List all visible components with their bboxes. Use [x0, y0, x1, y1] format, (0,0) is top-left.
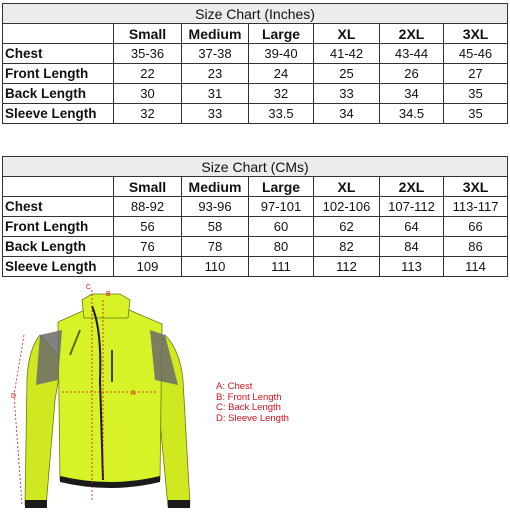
- measurement-legend: [216, 382, 289, 424]
- table-cell: 113-117: [444, 197, 508, 217]
- table-row: [3, 237, 508, 257]
- table-row: [3, 44, 508, 64]
- table-cell: 39-40: [249, 44, 314, 64]
- column-header: Small: [114, 177, 182, 197]
- table-cell: 37-38: [182, 44, 249, 64]
- legend-item-sleeve-length: D: Sleeve Length: [216, 412, 289, 424]
- table-row: [3, 257, 508, 277]
- column-header: XL: [314, 24, 380, 44]
- column-header: [3, 177, 114, 197]
- table-cell: 24: [249, 64, 314, 84]
- column-header: Large: [249, 24, 314, 44]
- table-cell: 23: [182, 64, 249, 84]
- table-cell: 109: [114, 257, 182, 277]
- row-label: Chest: [3, 44, 114, 64]
- marker-c: C: [86, 284, 92, 291]
- table-cell: 41-42: [314, 44, 380, 64]
- table-cell: 27: [444, 64, 508, 84]
- row-label: Front Length: [3, 64, 114, 84]
- column-header: Small: [114, 24, 182, 44]
- table-cell: 76: [114, 237, 182, 257]
- table-cell: 113: [380, 257, 444, 277]
- table-cell: 84: [380, 237, 444, 257]
- table-cell: 82: [314, 237, 380, 257]
- table-cell: 107-112: [380, 197, 444, 217]
- row-label: Front Length: [3, 217, 114, 237]
- column-header: XL: [314, 177, 380, 197]
- table-cell: 33: [182, 104, 249, 124]
- column-header: 3XL: [444, 24, 508, 44]
- table-cell: 32: [114, 104, 182, 124]
- table-cell: 34: [380, 84, 444, 104]
- table-cell: 25: [314, 64, 380, 84]
- table-cell: 56: [114, 217, 182, 237]
- column-header: Large: [249, 177, 314, 197]
- row-label: Sleeve Length: [3, 104, 114, 124]
- column-header: [3, 24, 114, 44]
- sleeve-length-guide: [14, 335, 24, 505]
- table-row: [3, 64, 508, 84]
- row-label: Sleeve Length: [3, 257, 114, 277]
- row-label: Chest: [3, 197, 114, 217]
- jacket-illustration: [25, 294, 190, 508]
- marker-b: B: [106, 291, 111, 298]
- table-cell: 45-46: [444, 44, 508, 64]
- table-cell: 88-92: [114, 197, 182, 217]
- header-row: [3, 177, 508, 197]
- table-cell: 110: [182, 257, 249, 277]
- marker-a: A: [131, 390, 136, 397]
- table-cell: 34: [314, 104, 380, 124]
- table-cell: 58: [182, 217, 249, 237]
- header-row: [3, 24, 508, 44]
- table-cell: 62: [314, 217, 380, 237]
- table-cell: 97-101: [249, 197, 314, 217]
- table-row: [3, 104, 508, 124]
- column-header: Medium: [182, 24, 249, 44]
- table-cell: 93-96: [182, 197, 249, 217]
- table-title: Size Chart (CMs): [3, 157, 508, 177]
- column-header: 2XL: [380, 177, 444, 197]
- table-cell: 26: [380, 64, 444, 84]
- table-cell: 34.5: [380, 104, 444, 124]
- table-cell: 22: [114, 64, 182, 84]
- table-row: [3, 84, 508, 104]
- table-row: [3, 197, 508, 217]
- table-cell: 86: [444, 237, 508, 257]
- table-cell: 31: [182, 84, 249, 104]
- row-label: Back Length: [3, 237, 114, 257]
- table-cell: 66: [444, 217, 508, 237]
- table-cell: 78: [182, 237, 249, 257]
- table-cell: 30: [114, 84, 182, 104]
- column-header: Medium: [182, 177, 249, 197]
- size-chart-inches-table: [2, 3, 508, 124]
- table-cell: 80: [249, 237, 314, 257]
- table-cell: 43-44: [380, 44, 444, 64]
- table-cell: 102-106: [314, 197, 380, 217]
- table-cell: 114: [444, 257, 508, 277]
- column-header: 2XL: [380, 24, 444, 44]
- table-cell: 112: [314, 257, 380, 277]
- table-cell: 33.5: [249, 104, 314, 124]
- table-cell: 111: [249, 257, 314, 277]
- table-cell: 35-36: [114, 44, 182, 64]
- table-title: Size Chart (Inches): [3, 4, 508, 24]
- column-header: 3XL: [444, 177, 508, 197]
- legend-item-front-length: B: Front Length: [216, 391, 282, 403]
- row-label: Back Length: [3, 84, 114, 104]
- marker-d: D: [11, 393, 17, 400]
- table-row: [3, 217, 508, 237]
- table-cell: 64: [380, 217, 444, 237]
- table-cell: 35: [444, 104, 508, 124]
- table-cell: 35: [444, 84, 508, 104]
- legend-item-chest: A: Chest: [216, 381, 253, 392]
- table-cell: 60: [249, 217, 314, 237]
- table-cell: 32: [249, 84, 314, 104]
- size-chart-cm-table: [2, 156, 508, 277]
- table-cell: 33: [314, 84, 380, 104]
- legend-item-back-length: C: Back Length: [216, 402, 281, 413]
